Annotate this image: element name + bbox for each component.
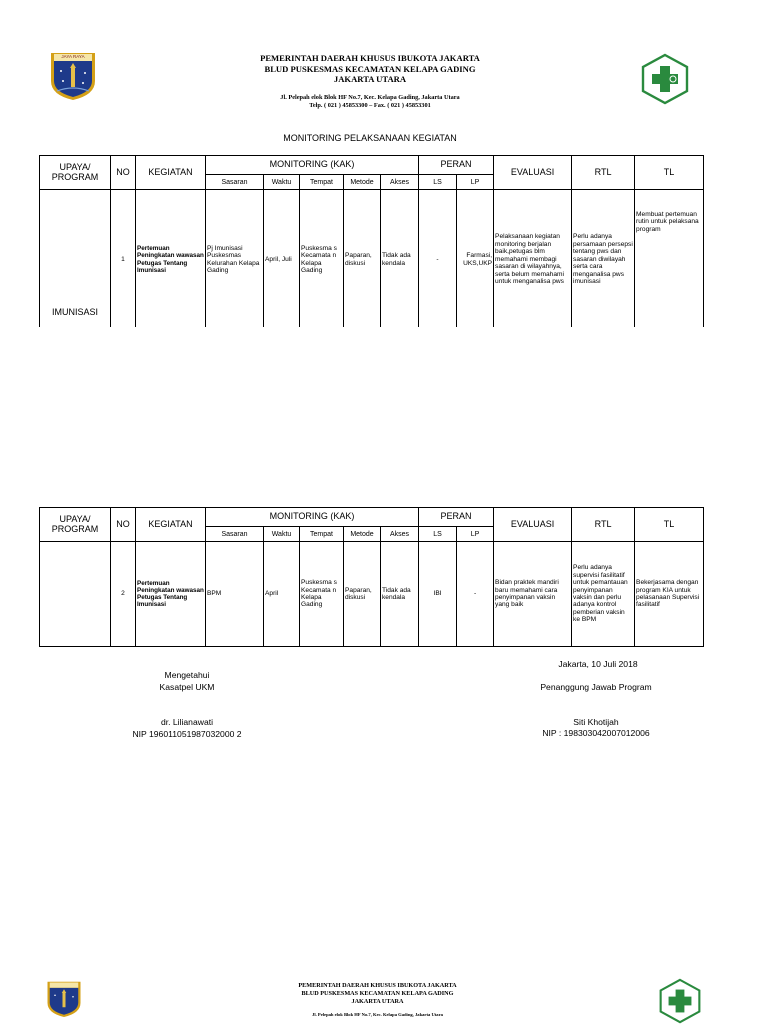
cell-rtl: Perlu adanya supervisi fasilitatif untuk pemantauan penyimpanan vaksin dan perlu adanya kontrol pemberian vaksin ke BPM (572, 542, 635, 647)
logo-text: JAYA RAYA (61, 54, 85, 59)
sign-left-role1: Mengetahui (164, 670, 210, 680)
col-waktu: Waktu (264, 175, 300, 190)
sign-right-nip: NIP : 198303042007012006 (542, 728, 650, 738)
monitoring-table-2 (39, 507, 704, 647)
cell-evaluasi: Bidan praktek mandiri baru memahami cara penyimpanan vaksin yang baik (494, 542, 572, 647)
sign-date: Jakarta, 10 Juli 2018 (558, 659, 638, 669)
cell-upaya: IMUNISASI (40, 190, 111, 330)
header-line1: PEMERINTAH DAERAH KHUSUS IBUKOTA JAKARTA (260, 53, 480, 63)
cell-sasaran: BPM (206, 542, 264, 647)
cell-kegiatan: Pertemuan Peningkatan wawasan Petugas Tentang Imunisasi (136, 190, 206, 330)
col-monitoring: MONITORING (KAK) (206, 156, 419, 175)
cell-sasaran: Pj Imunisasi Puskesmas Kelurahan Kelapa Gading (206, 190, 264, 330)
col-metode: Metode (344, 527, 381, 542)
cell-lp: - (457, 542, 494, 647)
header-line2: BLUD PUSKESMAS KECAMATAN KELAPA GADING (264, 63, 476, 74)
cell-metode: Paparan, diskusi (344, 190, 381, 330)
cell-kegiatan: Pertemuan Peningkatan wawasan Petugas Tentang Imunisasi (136, 542, 206, 647)
footer-line2: BLUD PUSKESMAS KECAMATAN KELAPA GADING (301, 990, 454, 998)
col-sasaran: Sasaran (206, 527, 264, 542)
doc-title: MONITORING PELAKSANAAN KEGIATAN (283, 133, 457, 143)
col-sasaran: Sasaran (206, 175, 264, 190)
sign-right-name: Siti Khotijah (573, 717, 619, 727)
col-kegiatan: KEGIATAN (136, 156, 206, 190)
cell-waktu: April (264, 542, 300, 647)
monitoring-table-1 (39, 155, 704, 330)
cell-metode: Paparan, diskusi (344, 542, 381, 647)
cell-evaluasi: Pelaksanaan kegiatan monitoring berjalan baik,petugas blm memahami membagi sasaran di wilayahnya, serta belum memahami untuk menganalisa pws (494, 190, 572, 330)
table-row (40, 542, 704, 647)
col-no: NO (111, 156, 136, 190)
col-rtl: RTL (572, 508, 635, 542)
cell-tl: Bekerjasama dengan program KIA untuk pelasanaan Supervisi fasilitatif (635, 542, 704, 647)
header-block (200, 53, 540, 110)
footer-line3: JAKARTA UTARA (351, 998, 404, 1006)
puskesmas-logo-footer (658, 978, 702, 1024)
col-tl: TL (635, 156, 704, 190)
col-upaya: UPAYA/ PROGRAM (40, 508, 111, 542)
col-lp: LP (457, 527, 494, 542)
jakarta-logo-footer (46, 980, 82, 1018)
header-line3: JAKARTA UTARA (333, 74, 407, 85)
col-ls: LS (419, 527, 457, 542)
puskesmas-logo (640, 53, 690, 105)
cell-no: 2 (111, 542, 136, 647)
col-upaya: UPAYA/ PROGRAM (40, 156, 111, 190)
table-row (40, 190, 704, 330)
sign-left-role2: Kasatpel UKM (159, 682, 215, 692)
sign-right-role: Penanggung Jawab Program (540, 682, 652, 692)
col-lp: LP (457, 175, 494, 190)
footer-line1: PEMERINTAH DAERAH KHUSUS IBUKOTA JAKARTA (298, 982, 457, 989)
col-tl: TL (635, 508, 704, 542)
col-rtl: RTL (572, 156, 635, 190)
col-kegiatan: KEGIATAN (136, 508, 206, 542)
jakarta-logo (49, 51, 97, 101)
cell-akses: Tidak ada kendala (381, 190, 419, 330)
col-evaluasi: EVALUASI (494, 508, 572, 542)
footer-address: Jl. Pelepah elok Blok HF No.7, Kec. Kelapa Gading, Jakarta Utara (312, 1012, 443, 1018)
col-akses: Akses (381, 527, 419, 542)
cell-no: 1 (111, 190, 136, 330)
header-address: Jl. Pelepah elok Blok HF No.7, Kec. Kelapa Gading, Jakarta Utara (280, 94, 460, 102)
cell-tempat: Puskesma s Kecamata n Kelapa Gading (300, 190, 344, 330)
col-metode: Metode (344, 175, 381, 190)
col-tempat: Tempat (300, 175, 344, 190)
sign-left-name: dr. Lilianawati (160, 717, 214, 727)
cell-lp: Farmasi, UKS,UKP (457, 190, 494, 330)
col-monitoring: MONITORING (KAK) (206, 508, 419, 527)
col-akses: Akses (381, 175, 419, 190)
col-waktu: Waktu (264, 527, 300, 542)
cell-tempat: Puskesma s Kecamata n Kelapa Gading (300, 542, 344, 647)
cell-upaya (40, 542, 111, 647)
col-peran: PERAN (419, 156, 494, 175)
cell-ls: IBI (419, 542, 457, 647)
sign-left-nip: NIP 196011051987032000 2 (132, 729, 242, 739)
col-ls: LS (419, 175, 457, 190)
footer-header-block (250, 982, 505, 1018)
cell-tl: Membuat pertemuan rutin untuk pelaksana program (635, 190, 704, 330)
col-peran: PERAN (419, 508, 494, 527)
cell-waktu: April, Juli (264, 190, 300, 330)
cell-rtl: Perlu adanya persamaan persepsi tentang pws dan sasaran diwilayah serta cara menganalisa pws imunisasi (572, 190, 635, 330)
col-tempat: Tempat (300, 527, 344, 542)
cell-ls: - (419, 190, 457, 330)
header-phone: Telp. ( 021 ) 45853300 – Fax. ( 021 ) 45853301 (309, 102, 431, 110)
col-evaluasi: EVALUASI (494, 156, 572, 190)
col-no: NO (111, 508, 136, 542)
cell-akses: Tidak ada kendala (381, 542, 419, 647)
